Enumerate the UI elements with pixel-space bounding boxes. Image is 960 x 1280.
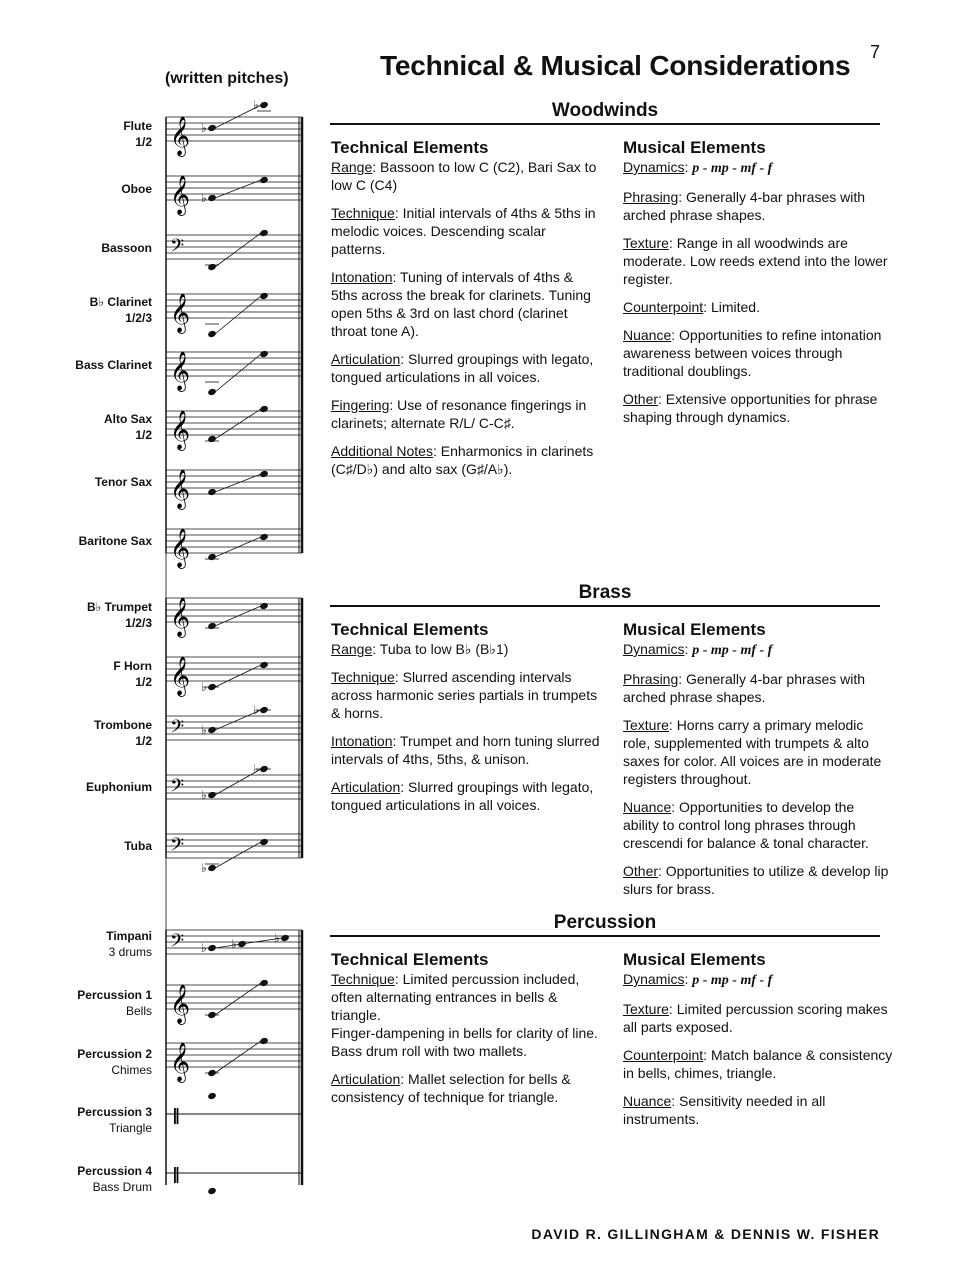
instrument-name: Tenor Sax [94, 475, 152, 489]
perc-mus-dynamics: Dynamics: p - mp - mf - f [623, 971, 773, 988]
note-head [259, 533, 269, 541]
term: Range [331, 641, 373, 657]
glissando-line [215, 1041, 261, 1073]
term: Technique [331, 971, 395, 987]
treble-clef-icon: 𝄞 [170, 351, 191, 391]
term: Texture [623, 235, 669, 251]
instrument-name: Bassoon [101, 241, 152, 255]
instrument-name: Percussion 3 [77, 1105, 152, 1119]
ww-tech-fingering [331, 396, 601, 432]
desc: : Limited percussion scoring makes all parts exposed. [623, 1001, 888, 1035]
instrument-name: B♭ Clarinet [89, 295, 152, 309]
brass-mus-nuance [623, 798, 893, 852]
note-head [207, 388, 217, 396]
treble-clef-icon: 𝄞 [170, 293, 191, 333]
woodwinds-technical [331, 138, 601, 488]
desc: : Range in all woodwinds are moderate. Low reeds extend into the lower register. [623, 235, 888, 287]
perc-clef-icon: ‖ [172, 1164, 180, 1183]
term: Additional Notes [331, 443, 433, 459]
page-number: 7 [869, 42, 880, 62]
desc: : Generally 4-bar phrases with arched phrase shapes. [623, 189, 866, 223]
perc-clef-icon: ‖ [172, 1105, 180, 1124]
desc: : Use of resonance fingerings in clarinets; alternate R/L/ C-C♯. [331, 397, 587, 431]
perc-mus-texture [623, 1000, 893, 1036]
note-head [207, 330, 217, 338]
term: Range [331, 159, 373, 175]
note-head [259, 101, 269, 109]
term: Nuance [623, 799, 672, 815]
instrument-sub: 1/2 [135, 675, 152, 689]
percussion-tech-title: Technical Elements [331, 950, 489, 969]
term: Other [623, 391, 659, 407]
brass-mus-title: Musical Elements [623, 620, 766, 639]
ww-mus-dynamics: Dynamics: p - mp - mf - f [623, 159, 773, 176]
glissando-line [215, 409, 261, 439]
bass-clef-icon: 𝄢 [170, 835, 185, 860]
desc: : Slurred groupings with legato, tongued articulations in all voices. [331, 779, 594, 813]
page-title-text: Technical & Musical Considerations [380, 50, 851, 81]
brass-mus-phrasing [623, 670, 893, 706]
note-head [259, 602, 269, 610]
desc: : Limited. [703, 299, 760, 315]
bass-clef-icon: 𝄢 [170, 776, 185, 801]
instrument-name: Tuba [124, 839, 152, 853]
note-head [259, 838, 269, 846]
woodwinds-mus-title: Musical Elements [623, 138, 766, 157]
desc: : Generally 4-bar phrases with arched phrase shapes. [623, 671, 866, 705]
treble-clef-icon: 𝄞 [170, 116, 191, 156]
desc: : Tuning of intervals of 4ths & 5ths across the break for clarinets. Tuning open 5ths & 3rd on last chord (clarinet throat tone A). [331, 269, 591, 339]
instrument-name: B♭ Trumpet [87, 600, 152, 614]
brass-mus-dynamics: Dynamics: p - mp - mf - f [623, 641, 773, 658]
treble-clef-icon: 𝄞 [170, 469, 191, 509]
ww-tech-intonation [331, 268, 601, 340]
glissando-line [215, 983, 261, 1015]
note-head [259, 176, 269, 184]
treble-clef-icon: 𝄞 [170, 656, 191, 696]
brass-mus-other [623, 862, 893, 898]
note-head [207, 1187, 217, 1195]
flat-icon: ♭ [201, 121, 207, 135]
ww-mus-texture [623, 234, 893, 288]
term: Texture [623, 717, 669, 733]
treble-clef-icon: 𝄞 [170, 1042, 191, 1082]
note-head [207, 194, 217, 202]
desc: : Bassoon to low C (C2), Bari Sax to low C (C4) [331, 159, 597, 193]
instrument-name: Oboe [121, 182, 152, 196]
bass-clef-icon: 𝄢 [170, 931, 185, 956]
term: Intonation [331, 269, 393, 285]
note-head [207, 124, 217, 132]
perc-tech-technique [331, 970, 601, 1060]
term: Other [623, 863, 659, 879]
note-head [207, 944, 217, 952]
term: Counterpoint [623, 1047, 704, 1063]
instrument-name: Alto Sax [103, 412, 152, 426]
footer-authors: DAVID R. GILLINGHAM & DENNIS W. FISHER [531, 1226, 880, 1242]
note-head [207, 791, 217, 799]
note-head [207, 435, 217, 443]
term: Nuance [623, 327, 672, 343]
note-head [207, 263, 217, 271]
desc: : Opportunities to utilize & develop lip slurs for brass. [623, 863, 889, 897]
instrument-sub: Triangle [109, 1121, 152, 1135]
desc: : Slurred groupings with legato, tongued articulations in all voices. [331, 351, 594, 385]
term: Phrasing [623, 671, 679, 687]
term: Intonation [331, 733, 393, 749]
term: Dynamics [623, 159, 685, 175]
flat-icon: ♭ [201, 723, 207, 737]
staves [166, 98, 302, 1195]
dynamics-markings: p - mp - mf - f [692, 161, 773, 176]
brass-technical [331, 620, 601, 824]
perc-mus-nuance [623, 1092, 893, 1128]
bass-clef-icon: 𝄢 [170, 236, 185, 261]
flat-icon: ♭ [231, 937, 237, 951]
instrument-name: Trombone [93, 718, 152, 732]
term: Fingering [331, 397, 390, 413]
dynamics-markings: p - mp - mf - f [692, 643, 773, 658]
instrument-name: Percussion 2 [77, 1047, 152, 1061]
term: Dynamics [623, 641, 685, 657]
desc: : Mallet selection for bells & consistency of technique for triangle. [331, 1071, 571, 1105]
note-head [207, 726, 217, 734]
brass-heading: Brass [330, 582, 880, 607]
page-title [330, 50, 930, 82]
glissando-line [215, 665, 261, 687]
glissando-line [215, 180, 261, 198]
instrument-sub: 1/2 [135, 734, 152, 748]
flat-icon: ♭ [201, 191, 207, 205]
desc: : Initial intervals of 4ths & 5ths in melodic voices. Descending scalar patterns. [331, 205, 596, 257]
desc: : Sensitivity needed in all instruments. [623, 1093, 826, 1127]
desc: : Match balance & consistency in bells, chimes, triangle. [623, 1047, 893, 1081]
desc: : Trumpet and horn tuning slurred intervals of 4ths, 5ths, & unison. [331, 733, 600, 767]
instrument-sub: Chimes [111, 1063, 152, 1077]
treble-clef-icon: 𝄞 [170, 175, 191, 215]
percussion-heading: Percussion [330, 912, 880, 937]
percussion-mus-title: Musical Elements [623, 950, 766, 969]
note-head [280, 934, 290, 942]
glissando-line [215, 474, 261, 492]
instrument-name: Bass Clarinet [75, 358, 152, 372]
brass-tech-technique [331, 668, 601, 722]
brass-tech-title: Technical Elements [331, 620, 489, 639]
instrument-sub: Bells [125, 1004, 152, 1018]
flat-icon: ♭ [201, 941, 207, 955]
percussion-technical [331, 950, 601, 1116]
brass-musical [623, 620, 893, 908]
flat-icon: ♭ [201, 788, 207, 802]
bass-clef-icon: 𝄢 [170, 717, 185, 742]
flat-icon: ♭ [274, 931, 280, 945]
term: Articulation [331, 351, 401, 367]
term: Texture [623, 1001, 669, 1017]
ww-tech-notes [331, 442, 601, 478]
note-head [259, 1037, 269, 1045]
ww-tech-articulation [331, 350, 601, 386]
woodwinds-musical [623, 138, 893, 436]
instrument-sub: 1/2 [135, 428, 152, 442]
ww-mus-other [623, 390, 893, 426]
note-head [259, 979, 269, 987]
ww-mus-counterpoint [623, 298, 893, 316]
dynamics-markings: p - mp - mf - f [692, 973, 773, 988]
instrument-name: Percussion 1 [77, 988, 152, 1002]
ww-mus-phrasing [623, 188, 893, 224]
note-head [259, 229, 269, 237]
perc-mus-counterpoint [623, 1046, 893, 1082]
note-head [207, 864, 217, 872]
ww-mus-nuance [623, 326, 893, 380]
woodwinds-heading: Woodwinds [330, 100, 880, 125]
treble-clef-icon: 𝄞 [170, 597, 191, 637]
glissando-line [215, 354, 261, 392]
desc: : Slurred ascending intervals across harmonic series partials in trumpets & horns. [331, 669, 598, 721]
desc: : Limited percussion included, often alternating entrances in bells & triangle. [331, 971, 580, 1023]
score-excerpt [0, 0, 320, 1280]
instrument-name: Percussion 4 [77, 1164, 152, 1178]
note-head [237, 940, 247, 948]
note-head [207, 553, 217, 561]
term: Technique [331, 669, 395, 685]
treble-clef-icon: 𝄞 [170, 984, 191, 1024]
brass-tech-intonation [331, 732, 601, 768]
term: Articulation [331, 779, 401, 795]
woodwinds-tech-title: Technical Elements [331, 138, 489, 157]
written-pitches-label: (written pitches) [165, 70, 289, 87]
instrument-sub: 3 drums [108, 945, 152, 959]
note-head [259, 470, 269, 478]
glissando-line [215, 938, 282, 948]
brass-mus-texture [623, 716, 893, 788]
term: Phrasing [623, 189, 679, 205]
perc-tech-articulation [331, 1070, 601, 1106]
note-head [259, 405, 269, 413]
desc-extra: Finger-dampening in bells for clarity of line. Bass drum roll with two mallets. [331, 1025, 598, 1059]
instrument-name: F Horn [113, 659, 152, 673]
term: Counterpoint [623, 299, 704, 315]
note-head [259, 292, 269, 300]
flat-icon: ♭ [253, 762, 259, 776]
desc: : Enharmonics in clarinets (C♯/D♭) and alto sax (G♯/A♭). [331, 443, 594, 477]
note-head [207, 1092, 217, 1100]
desc: : Opportunities to refine intonation awareness between voices through traditional doublings. [623, 327, 882, 379]
instrument-sub: 1/2/3 [125, 311, 152, 325]
ww-tech-range [331, 158, 601, 194]
instrument-name: Timpani [106, 929, 152, 943]
glissando-line [215, 233, 261, 267]
treble-clef-icon: 𝄞 [170, 410, 191, 450]
desc: : Extensive opportunities for phrase shaping through dynamics. [623, 391, 878, 425]
term: Articulation [331, 1071, 401, 1087]
treble-clef-icon: 𝄞 [170, 528, 191, 568]
percussion-musical [623, 950, 893, 1138]
term: Dynamics [623, 971, 685, 987]
flat-icon: ♭ [253, 703, 259, 717]
instrument-sub: 1/2 [135, 135, 152, 149]
term: Technique [331, 205, 395, 221]
term: Nuance [623, 1093, 672, 1109]
glissando-line [215, 296, 261, 334]
note-head [207, 488, 217, 496]
desc: : Tuba to low B♭ (B♭1) [372, 641, 509, 657]
note-head [207, 622, 217, 630]
note-head [259, 661, 269, 669]
brass-tech-articulation [331, 778, 601, 814]
instrument-name: Euphonium [86, 780, 152, 794]
instrument-name: Baritone Sax [78, 534, 152, 548]
ww-tech-technique [331, 204, 601, 258]
note-head [259, 350, 269, 358]
desc: : Opportunities to develop the ability to control long phrases through crescendi for balance & tonal character. [623, 799, 869, 851]
instrument-sub: 1/2/3 [125, 616, 152, 630]
flat-icon: ♭ [201, 680, 207, 694]
brass-tech-range [331, 640, 601, 658]
instrument-sub: Bass Drum [92, 1180, 152, 1194]
flat-icon: ♭ [201, 861, 207, 875]
flat-icon: ♭ [253, 98, 259, 112]
desc: : Horns carry a primary melodic role, supplemented with trumpets & alto saxes for color. All voices are in moderate registers throughout. [623, 717, 882, 787]
instrument-name: Flute [123, 119, 152, 133]
